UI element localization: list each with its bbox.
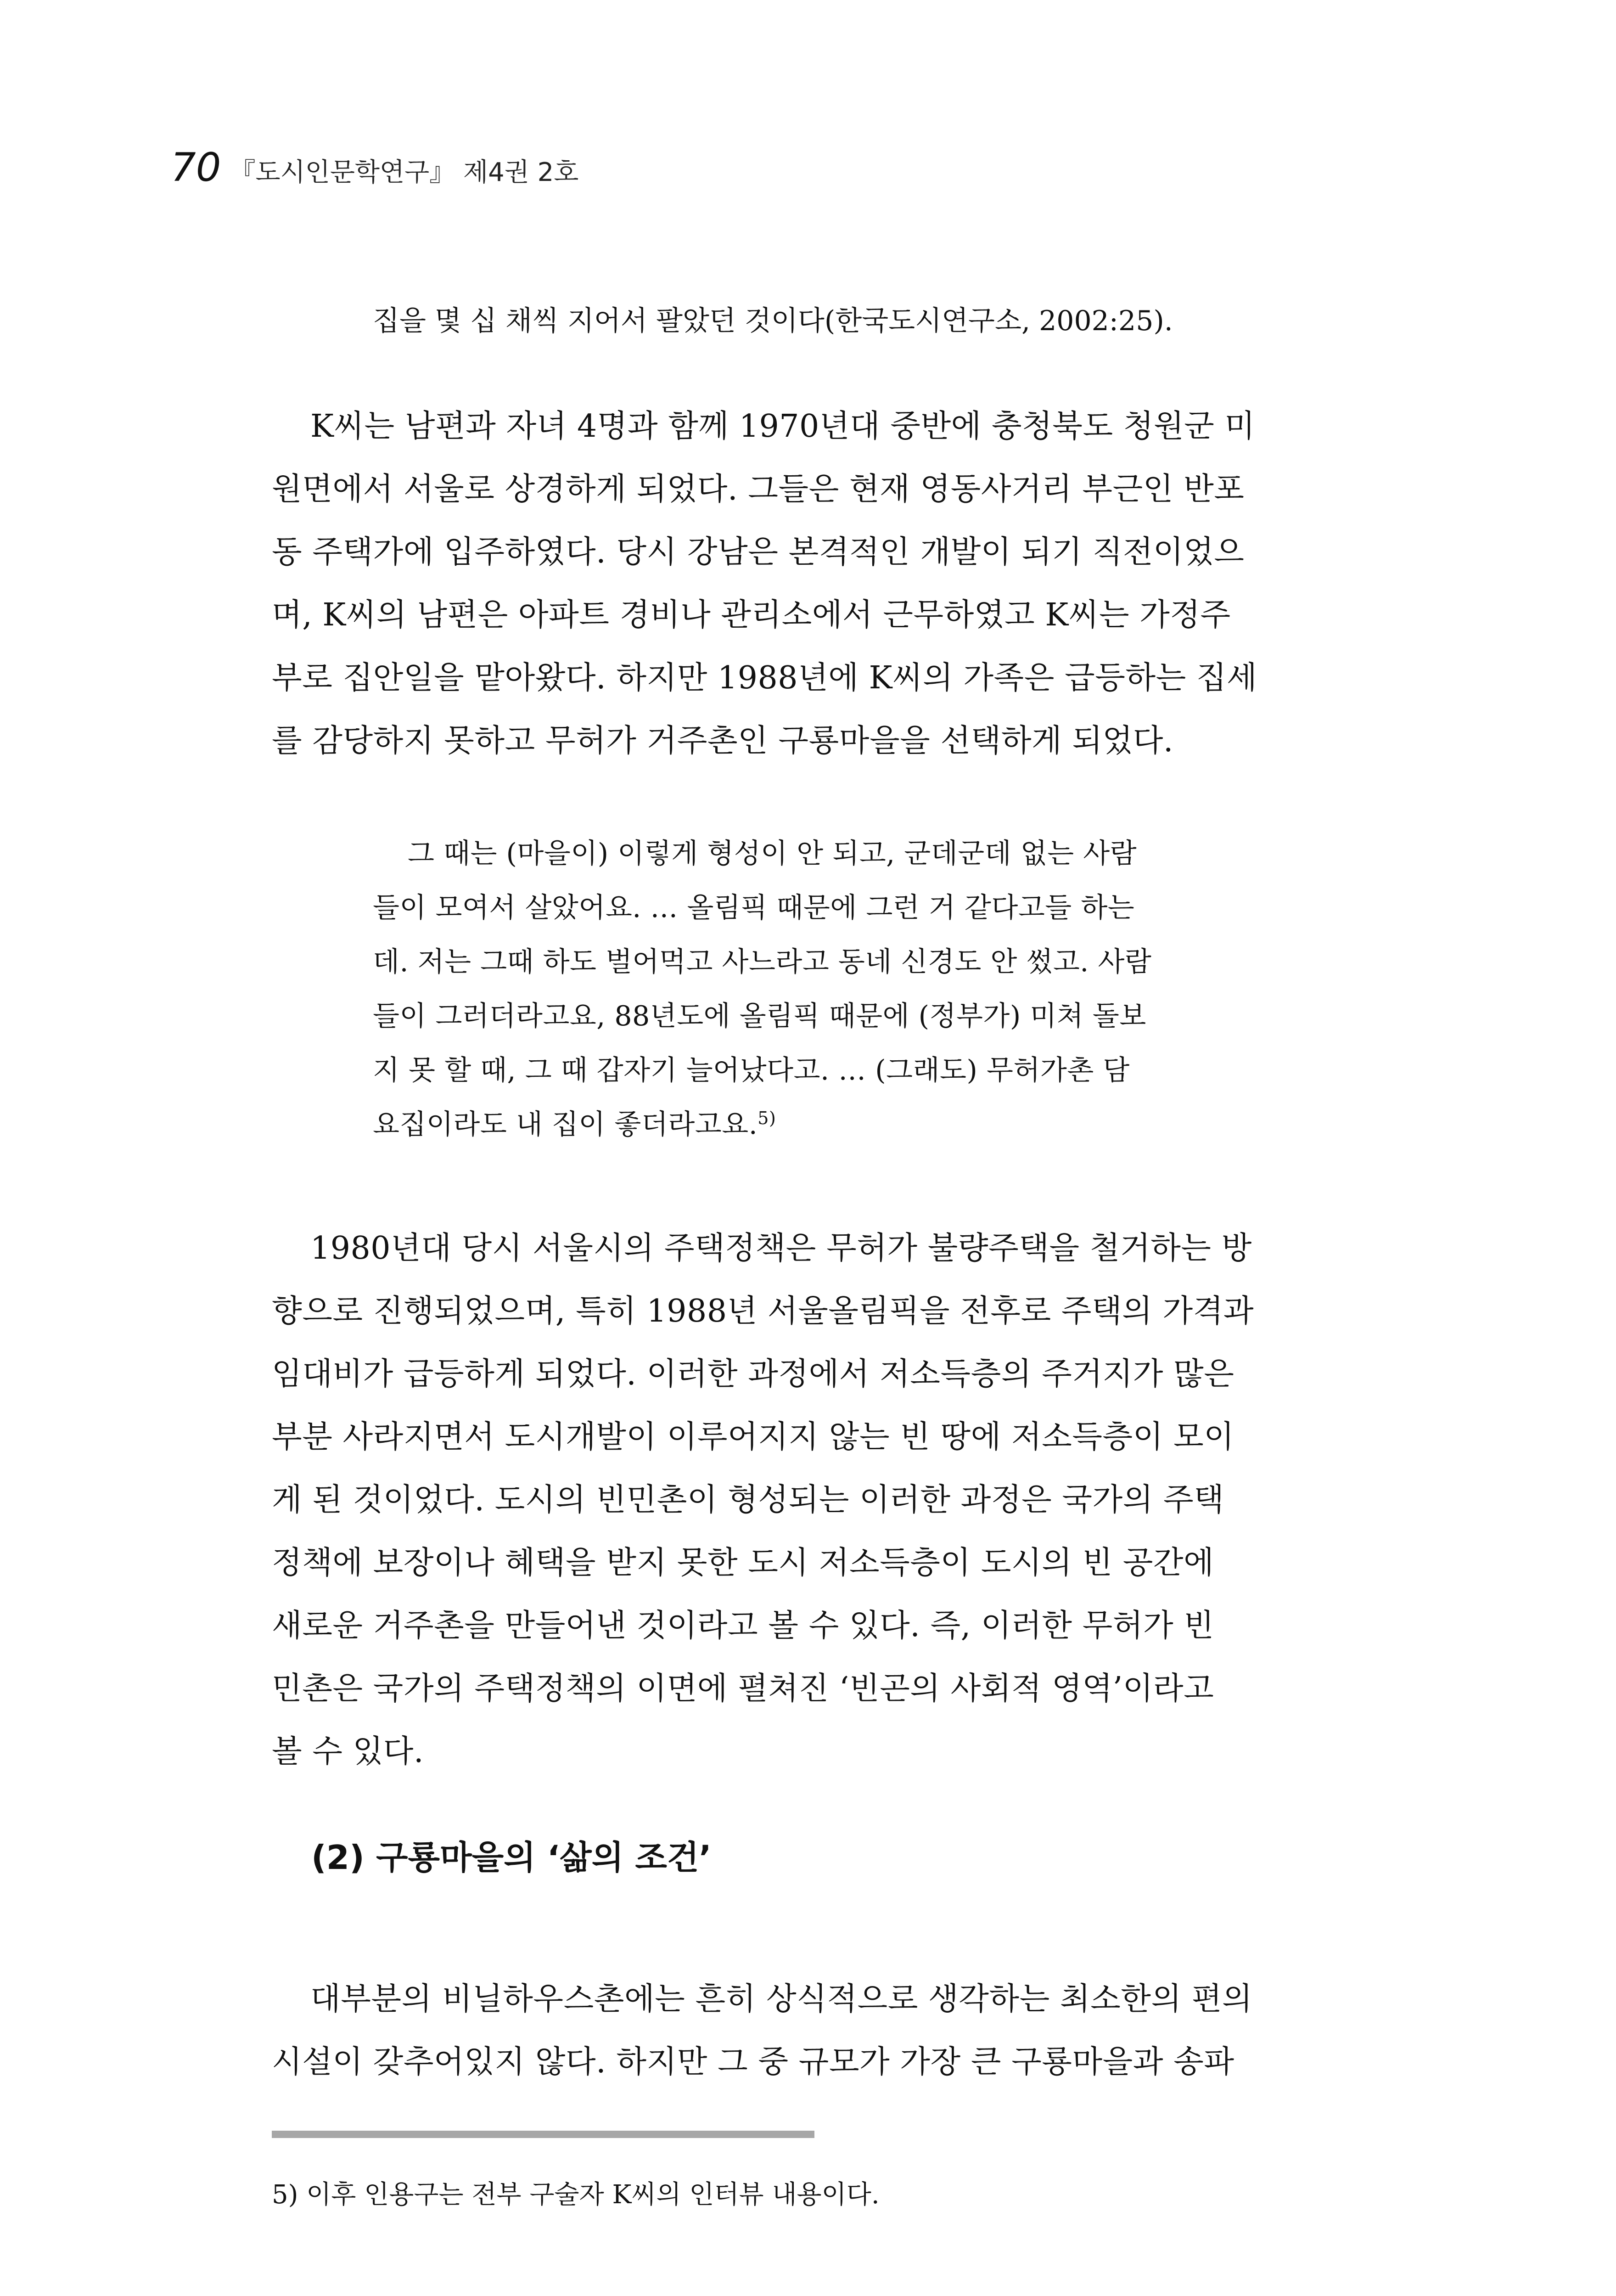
paragraph-line: 부분 사라지면서 도시개발이 이루어지지 않는 빈 땅에 저소득층이 모이: [272, 1419, 1234, 1455]
paragraph-line: 를 감당하지 못하고 무허가 거주촌인 구룡마을을 선택하게 되었다.: [272, 723, 1173, 759]
paragraph-line: 시설이 갖추어있지 않다. 하지만 그 중 규모가 가장 큰 구룡마을과 송파: [272, 2044, 1234, 2080]
interview-quote: [373, 827, 1151, 1152]
paragraph-line: 대부분의 비닐하우스촌에는 흔히 상식적으로 생각하는 최소한의 편의: [310, 1981, 1253, 2017]
paragraph-line: 부로 집안일을 맡아왔다. 하지만 1988년에 K씨의 가족은 급등하는 집세: [272, 660, 1257, 696]
paragraph-line: 동 주택가에 입주하였다. 당시 강남은 본격적인 개발이 되기 직전이었으: [272, 534, 1245, 570]
paragraph-line: 원면에서 서울로 상경하게 되었다. 그들은 현재 영동사거리 부근인 반포: [272, 471, 1245, 507]
paragraph-line: 민촌은 국가의 주택정책의 이면에 펼쳐진 ‘빈곤의 사회적 영역’이라고: [272, 1671, 1214, 1707]
quote-line: 들이 그러더라고요, 88년도에 올림픽 때문에 (정부가) 미쳐 돌보: [373, 1000, 1146, 1032]
footnote-reference[interactable]: 5): [758, 1108, 776, 1128]
section-heading: (2) 구룡마을의 ‘삶의 조건’: [311, 1838, 712, 1877]
paragraph-line: 임대비가 급등하게 되었다. 이러한 과정에서 저소득층의 주거지가 많은: [272, 1356, 1234, 1392]
page-number: 70: [171, 145, 221, 191]
paragraph-line: 1980년대 당시 서울시의 주택정책은 무허가 불량주택을 철거하는 방: [310, 1230, 1252, 1266]
quote-continuation: [373, 294, 1173, 348]
quote-line: 데. 저는 그때 하도 벌어먹고 사느라고 동네 신경도 안 썼고. 사람: [373, 946, 1152, 978]
quote-line: 집을 몇 십 채씩 지어서 팔았던 것이다(한국도시연구소, 2002:25).: [373, 305, 1173, 337]
paragraph-line: 게 된 것이었다. 도시의 빈민촌이 형성되는 이러한 과정은 국가의 주택: [272, 1482, 1224, 1518]
paragraph-line: 정책에 보장이나 혜택을 받지 못한 도시 저소득층이 도시의 빈 공간에: [272, 1545, 1214, 1581]
paragraph-line: K씨는 남편과 자녀 4명과 함께 1970년대 중반에 충청북도 청원군 미: [310, 408, 1255, 445]
quote-last-text: 요집이라도 내 집이 좋더라고요.: [373, 1109, 758, 1141]
journal-title: 『도시인문학연구』 제4권 2호: [230, 158, 579, 187]
paragraph-line: 볼 수 있다.: [272, 1733, 424, 1770]
running-header: [171, 145, 578, 200]
quote-line: 그 때는 (마을이) 이렇게 형성이 안 되고, 군데군데 없는 사람: [408, 838, 1137, 870]
quote-line: 지 못 할 때, 그 때 갑자기 늘어났다고. … (그래도) 무허가촌 담: [373, 1054, 1130, 1086]
paragraph-3: [272, 1968, 1252, 2093]
quote-line: 들이 모여서 살았어요. … 올림픽 때문에 그런 거 같다고들 하는: [373, 892, 1135, 924]
paragraph-line: 향으로 진행되었으며, 특히 1988년 서울올림픽을 전후로 주택의 가격과: [272, 1293, 1254, 1329]
footnote: [272, 2172, 880, 2218]
paragraph-line: 며, K씨의 남편은 아파트 경비나 관리소에서 근무하였고 K씨는 가정주: [272, 597, 1231, 633]
footnote-text: 5) 이후 인용구는 전부 구술자 K씨의 인터뷰 내용이다.: [272, 2180, 880, 2210]
quote-line: [373, 1097, 1151, 1152]
paragraph-1: [272, 395, 1257, 772]
paragraph-line: 새로운 거주촌을 만들어낸 것이라고 볼 수 있다. 즉, 이러한 무허가 빈: [272, 1608, 1214, 1644]
paragraph-2: [272, 1217, 1254, 1783]
footnote-divider: [272, 2131, 814, 2138]
